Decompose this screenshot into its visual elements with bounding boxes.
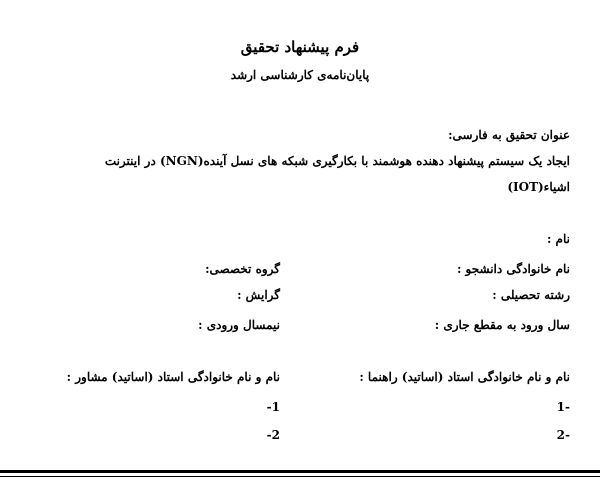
research-title-line-1: ایجاد یک سیستم پیشنهاد دهنده هوشمند با بکارگیری شبکه های نسل آینده(NGN) در اینترنت: [104, 154, 570, 168]
entry-year-label: سال ورود به مقطع جاری :: [434, 318, 570, 332]
supervisor-item-2: -2: [556, 428, 570, 442]
advisor-item-2: 2-: [266, 428, 280, 442]
supervisor-item-1: -1: [556, 400, 570, 414]
family-name-label: نام خانوادگی دانشجو :: [456, 262, 570, 276]
research-title-heading: عنوان تحقیق به فارسی:: [448, 128, 570, 142]
form-title: فرم پیشنهاد تحقیق: [240, 38, 360, 56]
major-label: رشته تحصیلی :: [492, 288, 570, 302]
name-label: نام :: [546, 232, 570, 246]
orientation-label: گرایش :: [237, 288, 280, 302]
advisor-heading: نام و نام خانوادگی استاد (اساتید) مشاور :: [66, 370, 280, 384]
footer-rule-thick: [0, 470, 600, 473]
form-subtitle: پایان‌نامه‌ی کارشناسی ارشد: [230, 68, 370, 82]
advisor-item-1: 1-: [266, 400, 280, 414]
supervisor-heading: نام و نام خانوادگی استاد (اساتید) راهنما :: [359, 370, 570, 384]
entry-semester-label: نیمسال ورودی :: [198, 318, 280, 332]
page-header-fragment: [275, 0, 335, 7]
footer-rule-thin: [0, 476, 600, 477]
research-title-line-2: اشیاء(IOT): [507, 180, 570, 194]
specialty-group-label: گروه تخصصی:: [205, 262, 280, 276]
